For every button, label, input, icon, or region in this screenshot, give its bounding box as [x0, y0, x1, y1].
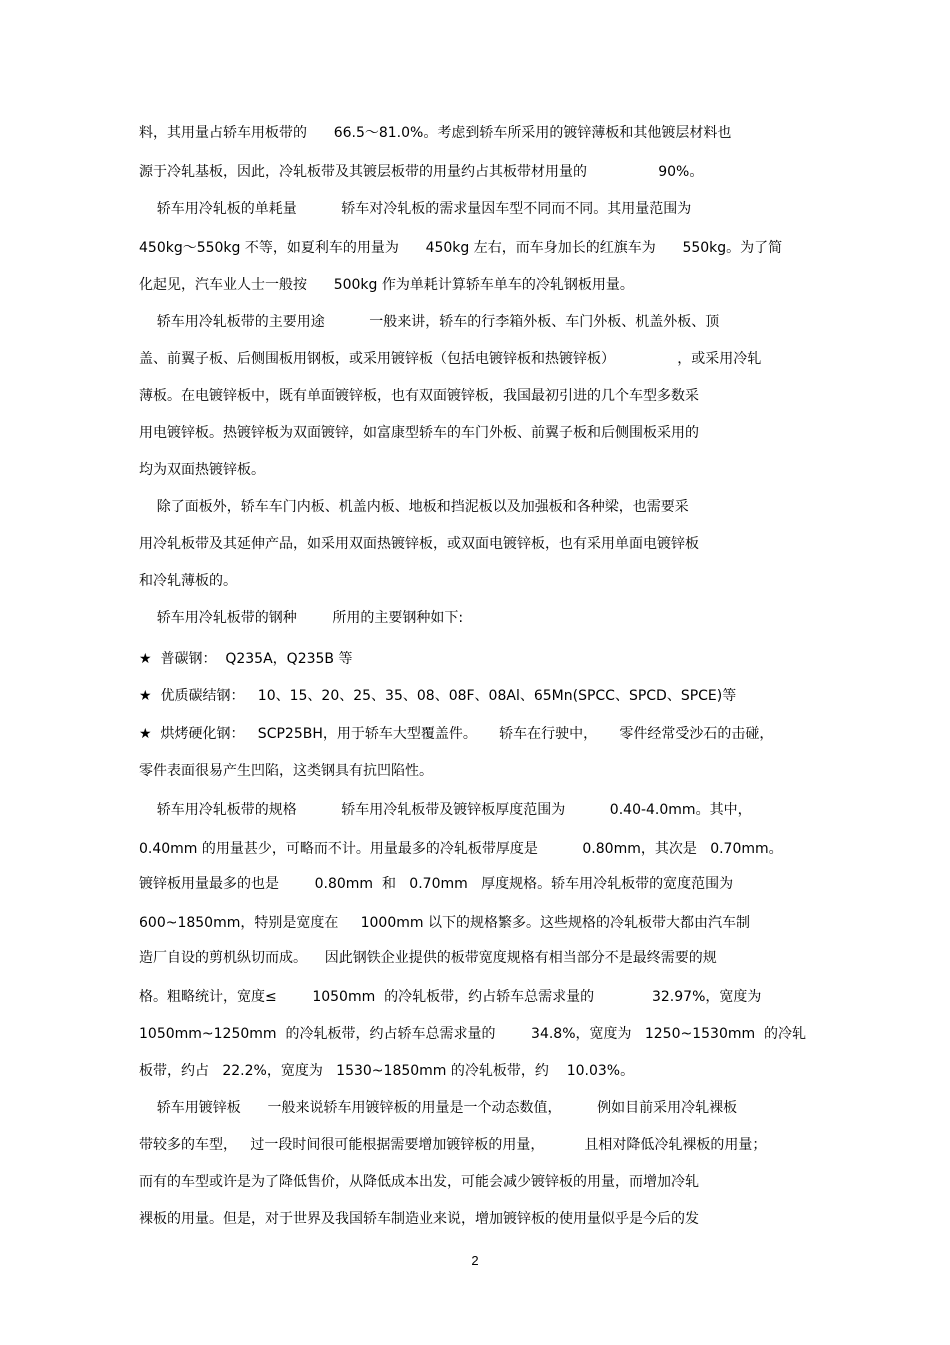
text-line: 盖、前翼子板、后侧围板用钢板，或采用镀锌板（包括电镀锌板和热镀锌板） ，或采用冷轧 [139, 351, 762, 367]
text-line: 零件表面很易产生凹陷，这类钢具有抗凹陷性。 [139, 763, 433, 779]
text-line: 镀锌板用量最多的也是 0.80mm 和 0.70mm 厚度规格。轿车用冷轧板带的宽度范围为 [139, 876, 734, 892]
text-line: 薄板。在电镀锌板中，既有单面镀锌板，也有双面镀锌板，我国最初引进的几个车型多数采 [139, 388, 699, 404]
text-line: 轿车用镀锌板 一般来说轿车用镀锌板的用量是一个动态数值， 例如目前采用冷轧裸板 [139, 1100, 738, 1116]
text-line: 450kg～550kg 不等，如夏利车的用量为 450kg 左右，而车身加长的红旗车为 550kg。为了简 [139, 240, 783, 256]
text-line: 裸板的用量。但是，对于世界及我国轿车制造业来说，增加镀锌板的使用量似乎是今后的发 [139, 1211, 699, 1227]
text-line: 除了面板外，轿车车门内板、机盖内板、地板和挡泥板以及加强板和各种梁，也需要采 [139, 499, 689, 515]
text-line: 0.40mm 的用量甚少，可略而不计。用量最多的冷轧板带厚度是 0.80mm，其次是 0.70mm。 [139, 841, 783, 857]
text-line: 轿车用冷轧板带的钢种 所用的主要钢种如下: [139, 610, 464, 626]
text-line: 化起见，汽车业人士一般按 500kg 作为单耗计算轿车单车的冷轧钢板用量。 [139, 277, 634, 293]
bullet-item: ★ 烘烤硬化钢： SCP25BH，用于轿车大型覆盖件。 轿车在行驶中， 零件经常受沙石的击碰， [139, 726, 774, 742]
text-line: 板带，约占 22.2%，宽度为 1530~1850mm 的冷轧板带，约 10.03%。 [139, 1063, 635, 1079]
text-line: 造厂自设的剪机纵切而成。 因此钢铁企业提供的板带宽度规格有相当部分不是最终需要的规 [139, 950, 717, 966]
text-line: 格。粗略统计，宽度≤ 1050mm 的冷轧板带，约占轿车总需求量的 32.97%，宽度为 [139, 989, 762, 1005]
text-line: 源于冷轧基板，因此，冷轧板带及其镀层板带的用量约占其板带材用量的 90%。 [139, 164, 704, 180]
text-line: 均为双面热镀锌板。 [139, 462, 265, 478]
text-line: 用冷轧板带及其延伸产品，如采用双面热镀锌板，或双面电镀锌板，也有采用单面电镀锌板 [139, 536, 699, 552]
text-line: 而有的车型或许是为了降低售价，从降低成本出发，可能会减少镀锌板的用量，而增加冷轧 [139, 1174, 699, 1190]
text-line: 轿车用冷轧板带的规格 轿车用冷轧板带及镀锌板厚度范围为 0.40-4.0mm。其中， [139, 802, 752, 818]
text-line: 600~1850mm，特别是宽度在 1000mm 以下的规格繁多。这些规格的冷轧板带大都由汽车制 [139, 915, 750, 931]
bullet-item: ★ 优质碳结钢： 10、15、20、25、35、08、08F、08Al、65Mn(SPCC、SPCD、SPCE)等 [139, 688, 737, 704]
bullet-item: ★ 普碳钢： Q235A，Q235B 等 [139, 651, 353, 667]
text-line: 轿车用冷轧板的单耗量 轿车对冷轧板的需求量因车型不同而不同。其用量范围为 [139, 201, 692, 217]
text-line: 带较多的车型， 过一段时间很可能根据需要增加镀锌板的用量， 且相对降低冷轧裸板的用量； [139, 1137, 767, 1153]
text-line: 1050mm~1250mm 的冷轧板带，约占轿车总需求量的 34.8%，宽度为 1250~1530mm 的冷轧 [139, 1026, 807, 1042]
text-line: 轿车用冷轧板带的主要用途 一般来讲，轿车的行李箱外板、车门外板、机盖外板、顶 [139, 314, 720, 330]
text-line: 和冷轧薄板的。 [139, 573, 237, 589]
text-line: 料，其用量占轿车用板带的 66.5～81.0%。考虑到轿车所采用的镀锌薄板和其他镀层材料也 [139, 125, 732, 141]
text-line: 用电镀锌板。热镀锌板为双面镀锌，如富康型轿车的车门外板、前翼子板和后侧围板采用的 [139, 425, 699, 441]
page-number: 2 [471, 1253, 479, 1268]
